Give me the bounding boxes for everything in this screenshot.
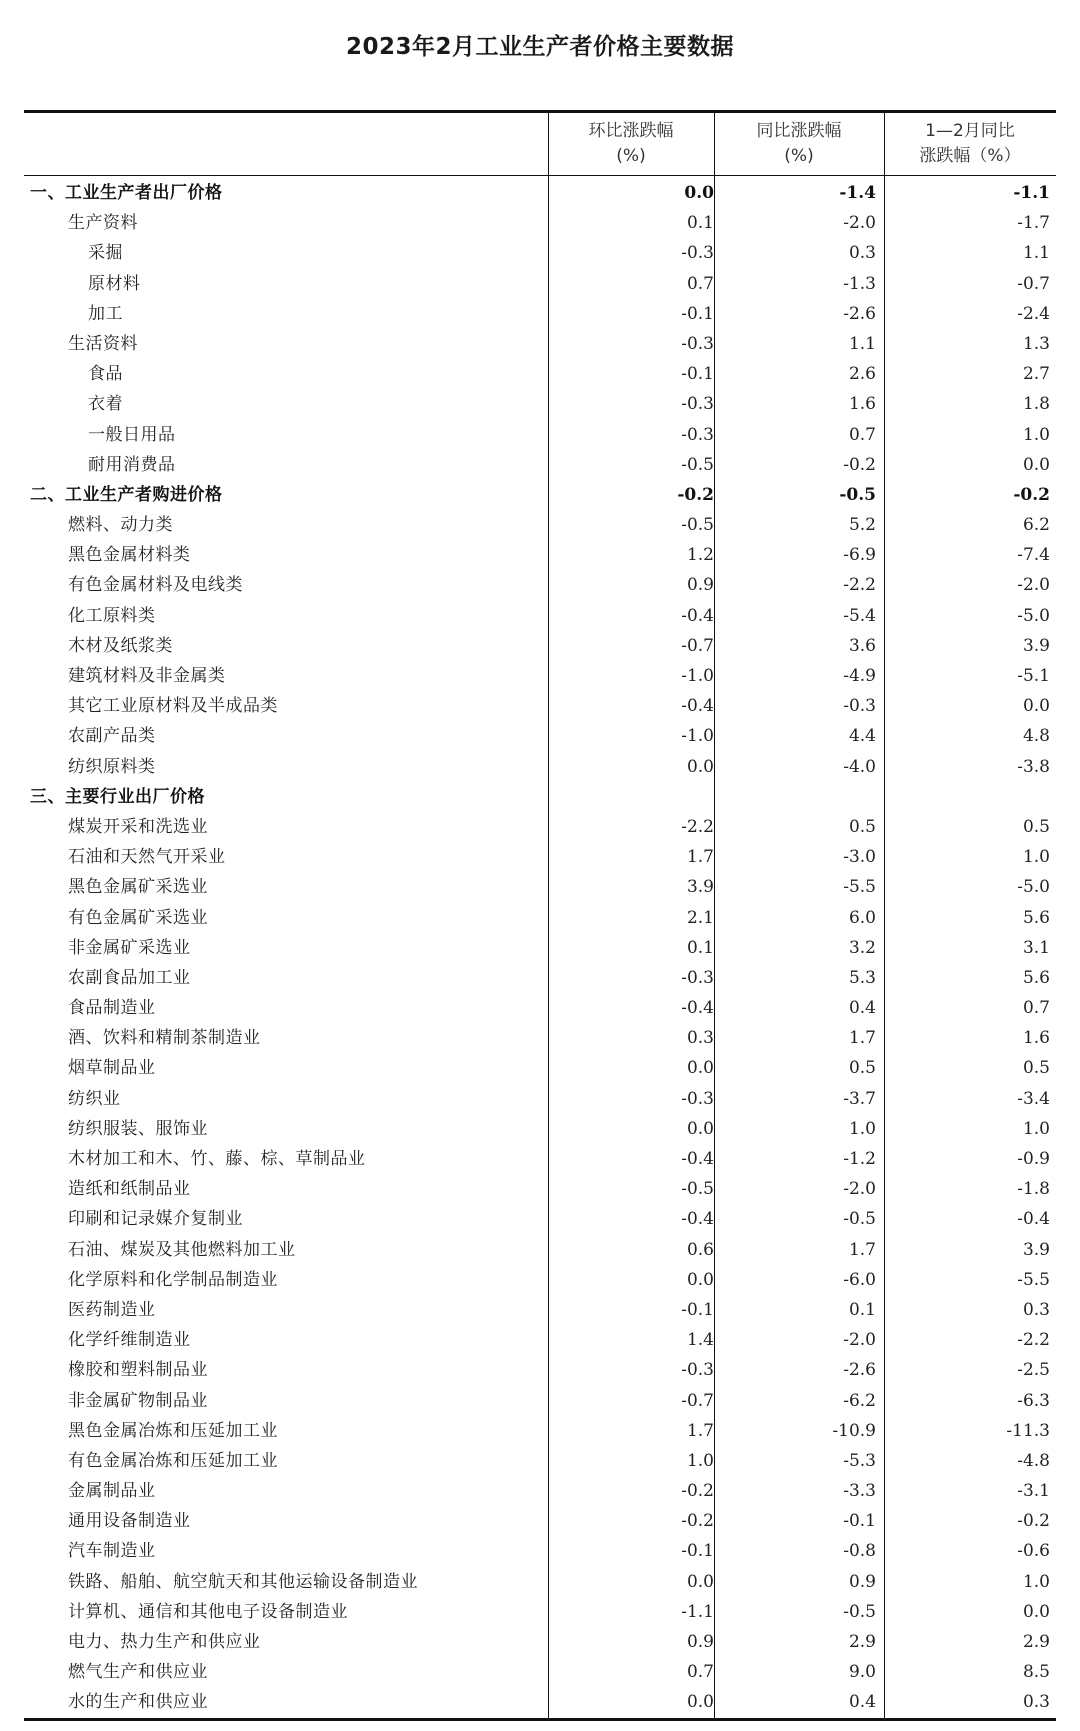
table-row <box>24 752 1056 782</box>
yoy-value: 2.6 <box>848 364 876 385</box>
ytd-value: 2.9 <box>1022 1632 1050 1652</box>
row-label: 燃料、动力类 <box>68 515 173 536</box>
table-body <box>24 176 1056 1718</box>
row-label: 电力、热力生产和供应业 <box>68 1632 261 1652</box>
yoy-value: 2.9 <box>848 1632 876 1652</box>
mom-value: 1.4 <box>686 1330 714 1351</box>
table-row <box>24 1114 1056 1144</box>
ytd-value: 5.6 <box>1022 967 1050 988</box>
yoy-value: 1.7 <box>848 1028 876 1049</box>
mom-value: 0.0 <box>686 1692 714 1713</box>
yoy-value: -3.0 <box>843 847 876 868</box>
ytd-value: -3.8 <box>1017 756 1050 777</box>
table-row <box>24 570 1056 600</box>
mom-value: -0.5 <box>681 1179 714 1200</box>
row-label: 金属制品业 <box>68 1481 156 1502</box>
row-label: 燃气生产和供应业 <box>68 1662 208 1683</box>
header-yoy-line1: 同比涨跌幅 <box>756 121 842 141</box>
row-label: 水的生产和供应业 <box>68 1692 208 1713</box>
yoy-value: 0.4 <box>848 1692 876 1713</box>
row-label: 其它工业原材料及半成品类 <box>68 696 278 717</box>
mom-value: -0.1 <box>681 1541 714 1562</box>
yoy-value: -2.0 <box>843 1179 876 1200</box>
table-row <box>24 631 1056 661</box>
mom-value: 0.6 <box>686 1239 714 1260</box>
row-label: 煤炭开采和洗选业 <box>68 816 208 837</box>
table-row <box>24 903 1056 933</box>
row-label: 医药制造业 <box>68 1299 156 1320</box>
table-row <box>24 1627 1056 1657</box>
header-mom-line1: 环比涨跌幅 <box>588 121 674 141</box>
ytd-value: 0.3 <box>1022 1692 1050 1713</box>
mom-value: -0.4 <box>681 1209 714 1230</box>
row-label: 烟草制品业 <box>68 1058 156 1079</box>
ytd-value: 0.0 <box>1022 696 1050 717</box>
yoy-value: -4.0 <box>843 756 876 777</box>
row-label: 化学纤维制造业 <box>68 1330 191 1351</box>
yoy-value: -1.4 <box>839 183 876 203</box>
mom-value: -0.4 <box>681 605 714 626</box>
table-row <box>24 842 1056 872</box>
ytd-value: -0.2 <box>1013 484 1050 505</box>
ytd-value: -1.1 <box>1013 183 1050 203</box>
mom-value: 0.9 <box>686 575 714 596</box>
yoy-value: 5.2 <box>848 515 876 536</box>
row-label: 黑色金属材料类 <box>68 545 191 566</box>
table-row <box>24 1144 1056 1174</box>
yoy-value: -5.4 <box>843 605 876 626</box>
table-row <box>24 812 1056 842</box>
mom-value: 1.0 <box>686 1450 714 1471</box>
ytd-value: 3.9 <box>1022 635 1050 656</box>
mom-value: 1.7 <box>686 847 714 868</box>
row-label: 衣着 <box>88 394 123 415</box>
table-row <box>24 782 1056 812</box>
data-table <box>24 110 1056 1721</box>
yoy-value: 1.6 <box>848 394 876 415</box>
table-row <box>24 480 1056 510</box>
table-row <box>24 1023 1056 1053</box>
yoy-value: 6.0 <box>848 907 876 928</box>
yoy-value: 0.1 <box>848 1299 876 1320</box>
header-ytd-line2: 涨跌幅（%） <box>919 146 1021 166</box>
table-row <box>24 661 1056 691</box>
ytd-value: -1.8 <box>1017 1179 1050 1200</box>
ytd-value: -1.7 <box>1017 213 1050 234</box>
yoy-value: 0.5 <box>848 1058 876 1079</box>
mom-value: -0.3 <box>681 1360 714 1381</box>
ytd-value: 1.0 <box>1022 1118 1050 1139</box>
yoy-value: -0.8 <box>843 1541 876 1562</box>
header-yoy-line2: (%) <box>784 146 814 166</box>
mom-value: 0.9 <box>686 1632 714 1652</box>
mom-value: 0.0 <box>686 1571 714 1592</box>
header-ytd-line1: 1—2月同比 <box>925 121 1015 141</box>
ytd-value: 1.6 <box>1022 1028 1050 1049</box>
row-label: 石油、煤炭及其他燃料加工业 <box>68 1239 296 1260</box>
mom-value: -0.3 <box>681 967 714 988</box>
table-row <box>24 1084 1056 1114</box>
ytd-value: 0.3 <box>1022 1299 1050 1320</box>
header-ytd <box>884 113 1056 175</box>
ytd-value: 1.0 <box>1022 1571 1050 1592</box>
yoy-value: 5.3 <box>848 967 876 988</box>
row-label: 原材料 <box>88 273 141 294</box>
mom-value: 2.1 <box>686 907 714 928</box>
table-row <box>24 1295 1056 1325</box>
mom-value: -0.5 <box>681 454 714 475</box>
table-row <box>24 1325 1056 1355</box>
ytd-value: 6.2 <box>1022 515 1050 536</box>
ytd-value: -6.3 <box>1017 1390 1050 1411</box>
mom-value: -0.1 <box>681 1299 714 1320</box>
table-row <box>24 1536 1056 1566</box>
row-label: 建筑材料及非金属类 <box>68 666 226 686</box>
yoy-value: 0.5 <box>848 816 876 837</box>
yoy-value: 0.9 <box>848 1571 876 1592</box>
yoy-value: 0.3 <box>848 243 876 264</box>
ytd-value: 1.3 <box>1022 333 1050 354</box>
mom-value: 0.0 <box>686 1118 714 1139</box>
mom-value: 0.7 <box>686 1662 714 1683</box>
yoy-value: 3.6 <box>848 635 876 656</box>
row-label: 通用设备制造业 <box>68 1511 191 1532</box>
yoy-value: -2.6 <box>843 1360 876 1381</box>
ytd-value: -0.2 <box>1017 1511 1050 1532</box>
header-mom <box>548 113 714 175</box>
mom-value: -1.1 <box>681 1601 714 1622</box>
row-label: 农副产品类 <box>68 726 156 747</box>
yoy-value: -0.5 <box>843 1209 876 1230</box>
table-row <box>24 1446 1056 1476</box>
table-row <box>24 691 1056 721</box>
row-label: 非金属矿采选业 <box>68 937 191 958</box>
row-label: 生产资料 <box>68 213 138 234</box>
ytd-value: 1.1 <box>1022 243 1050 264</box>
mom-value: 0.1 <box>686 937 714 958</box>
yoy-value: -5.3 <box>843 1450 876 1471</box>
row-label: 化学原料和化学制品制造业 <box>68 1269 278 1290</box>
yoy-value: -5.5 <box>843 877 876 898</box>
row-label: 橡胶和塑料制品业 <box>68 1360 208 1381</box>
row-label: 耐用消费品 <box>88 454 176 475</box>
row-label: 农副食品加工业 <box>68 967 191 988</box>
row-label: 印刷和记录媒介复制业 <box>68 1209 243 1230</box>
mom-value: 3.9 <box>686 877 714 898</box>
yoy-value: 0.7 <box>848 424 876 445</box>
row-label: 铁路、船舶、航空航天和其他运输设备制造业 <box>68 1571 418 1592</box>
ytd-value: 0.5 <box>1022 816 1050 837</box>
ytd-value: 4.8 <box>1022 726 1050 747</box>
yoy-value: -6.0 <box>843 1269 876 1290</box>
yoy-value: 1.1 <box>848 333 876 354</box>
row-label: 黑色金属矿采选业 <box>68 877 208 898</box>
yoy-value: -0.5 <box>843 1601 876 1622</box>
ytd-value: -0.9 <box>1017 1149 1050 1169</box>
ytd-value: 0.5 <box>1022 1058 1050 1079</box>
table-row <box>24 601 1056 631</box>
mom-value: -0.4 <box>681 998 714 1019</box>
row-label: 计算机、通信和其他电子设备制造业 <box>68 1601 348 1622</box>
yoy-value: -2.6 <box>843 303 876 324</box>
yoy-value: 1.0 <box>848 1118 876 1139</box>
row-label: 纺织原料类 <box>68 756 156 777</box>
yoy-value: -4.9 <box>843 666 876 686</box>
row-label: 食品制造业 <box>68 998 156 1019</box>
row-label: 一、工业生产者出厂价格 <box>30 183 223 203</box>
row-label: 造纸和纸制品业 <box>68 1179 191 1200</box>
row-label: 非金属矿物制品业 <box>68 1390 208 1411</box>
mom-value: -0.7 <box>681 1390 714 1411</box>
row-label: 一般日用品 <box>88 424 176 445</box>
yoy-value: -3.3 <box>843 1481 876 1502</box>
table-row <box>24 269 1056 299</box>
row-label: 化工原料类 <box>68 605 156 626</box>
yoy-value: 1.7 <box>848 1239 876 1260</box>
mom-value: 1.7 <box>686 1420 714 1441</box>
yoy-value: 9.0 <box>848 1662 876 1683</box>
ytd-value: -5.1 <box>1017 666 1050 686</box>
row-label: 木材及纸浆类 <box>68 635 173 656</box>
ytd-value: 0.7 <box>1022 998 1050 1019</box>
table-row <box>24 389 1056 419</box>
table-row <box>24 963 1056 993</box>
table-row <box>24 1265 1056 1295</box>
mom-value: -0.1 <box>681 364 714 385</box>
yoy-value: -3.7 <box>843 1088 876 1109</box>
table-row <box>24 1506 1056 1536</box>
table-row <box>24 1386 1056 1416</box>
mom-value: -0.3 <box>681 333 714 354</box>
table-row <box>24 208 1056 238</box>
row-label: 有色金属矿采选业 <box>68 907 208 928</box>
yoy-value: -0.3 <box>843 696 876 717</box>
yoy-value: -0.5 <box>839 484 876 505</box>
yoy-value: -6.2 <box>843 1390 876 1411</box>
row-label: 生活资料 <box>68 333 138 354</box>
table-row <box>24 1597 1056 1627</box>
table-row <box>24 1355 1056 1385</box>
table-row <box>24 450 1056 480</box>
table-row <box>24 540 1056 570</box>
ytd-value: -11.3 <box>1006 1420 1050 1441</box>
ytd-value: 1.0 <box>1022 424 1050 445</box>
mom-value: -0.4 <box>681 696 714 717</box>
table-row <box>24 238 1056 268</box>
ytd-value: -5.0 <box>1017 877 1050 898</box>
ytd-value: 5.6 <box>1022 907 1050 928</box>
yoy-value: -0.2 <box>843 454 876 475</box>
yoy-value: 0.4 <box>848 998 876 1019</box>
table-row <box>24 1053 1056 1083</box>
ytd-value: -7.4 <box>1017 545 1050 566</box>
row-label: 石油和天然气开采业 <box>68 847 226 868</box>
row-label: 有色金属材料及电线类 <box>68 575 243 596</box>
ytd-value: 2.7 <box>1022 364 1050 385</box>
row-label: 酒、饮料和精制茶制造业 <box>68 1028 261 1049</box>
header-yoy <box>714 113 884 175</box>
table-row <box>24 329 1056 359</box>
page-title: 2023年2月工业生产者价格主要数据 <box>345 34 735 60</box>
row-label: 二、工业生产者购进价格 <box>30 484 223 505</box>
row-label: 有色金属冶炼和压延加工业 <box>68 1450 278 1471</box>
mom-value: 0.7 <box>686 273 714 294</box>
ytd-value: -2.5 <box>1017 1360 1050 1381</box>
yoy-value: -6.9 <box>843 545 876 566</box>
table-row <box>24 872 1056 902</box>
ytd-value: -2.2 <box>1017 1330 1050 1351</box>
table-row <box>24 178 1056 208</box>
ytd-value: 3.9 <box>1022 1239 1050 1260</box>
mom-value: -0.2 <box>681 1511 714 1532</box>
ytd-value: 1.8 <box>1022 394 1050 415</box>
mom-value: 1.2 <box>686 545 714 566</box>
mom-value: -0.5 <box>681 515 714 536</box>
table-row <box>24 420 1056 450</box>
ytd-value: -5.5 <box>1017 1269 1050 1290</box>
ytd-value: -0.6 <box>1017 1541 1050 1562</box>
table-row <box>24 933 1056 963</box>
table-row <box>24 1687 1056 1717</box>
ytd-value: 0.0 <box>1022 454 1050 475</box>
mom-value: -1.0 <box>681 726 714 747</box>
mom-value: -0.1 <box>681 303 714 324</box>
ytd-value: -3.4 <box>1017 1088 1050 1109</box>
yoy-value: -1.3 <box>843 273 876 294</box>
header-mom-line2: (%) <box>616 146 646 166</box>
row-label: 三、主要行业出厂价格 <box>30 786 205 807</box>
ytd-value: 8.5 <box>1022 1662 1050 1683</box>
mom-value: 0.1 <box>686 213 714 234</box>
row-label: 纺织服装、服饰业 <box>68 1118 208 1139</box>
table-row <box>24 1235 1056 1265</box>
table-row <box>24 359 1056 389</box>
table-row <box>24 993 1056 1023</box>
ytd-value: -0.7 <box>1017 273 1050 294</box>
yoy-value: 4.4 <box>848 726 876 747</box>
row-label: 加工 <box>88 303 123 324</box>
row-label: 采掘 <box>88 243 123 264</box>
ytd-value: 0.0 <box>1022 1601 1050 1622</box>
mom-value: -0.7 <box>681 635 714 656</box>
row-label: 纺织业 <box>68 1088 121 1109</box>
yoy-value: -2.0 <box>843 1330 876 1351</box>
yoy-value: -2.0 <box>843 213 876 234</box>
ytd-value: 3.1 <box>1022 937 1050 958</box>
table-row <box>24 1567 1056 1597</box>
table-row <box>24 299 1056 329</box>
ytd-value: -2.4 <box>1017 303 1050 324</box>
row-label: 黑色金属冶炼和压延加工业 <box>68 1420 278 1441</box>
table-row <box>24 1174 1056 1204</box>
mom-value: -0.2 <box>677 484 714 505</box>
table-row <box>24 1204 1056 1234</box>
mom-value: 0.0 <box>684 183 714 203</box>
yoy-value: -0.1 <box>843 1511 876 1532</box>
yoy-value: -2.2 <box>843 575 876 596</box>
mom-value: -0.3 <box>681 424 714 445</box>
yoy-value: -1.2 <box>843 1149 876 1169</box>
mom-value: 0.0 <box>686 756 714 777</box>
mom-value: -1.0 <box>681 666 714 686</box>
ytd-value: -5.0 <box>1017 605 1050 626</box>
row-label: 食品 <box>88 364 123 385</box>
yoy-value: -10.9 <box>832 1420 876 1441</box>
mom-value: -0.3 <box>681 394 714 415</box>
row-label: 汽车制造业 <box>68 1541 156 1562</box>
table-row <box>24 1416 1056 1446</box>
table-header <box>24 113 1056 176</box>
mom-value: 0.0 <box>686 1269 714 1290</box>
mom-value: -0.2 <box>681 1481 714 1502</box>
ytd-value: -4.8 <box>1017 1450 1050 1471</box>
table-row <box>24 1476 1056 1506</box>
mom-value: -0.3 <box>681 1088 714 1109</box>
ytd-value: -3.1 <box>1017 1481 1050 1502</box>
mom-value: -0.3 <box>681 243 714 264</box>
ytd-value: -0.4 <box>1017 1209 1050 1230</box>
ytd-value: 1.0 <box>1022 847 1050 868</box>
mom-value: 0.3 <box>686 1028 714 1049</box>
mom-value: 0.0 <box>686 1058 714 1079</box>
ytd-value: -2.0 <box>1017 575 1050 596</box>
row-label: 木材加工和木、竹、藤、棕、草制品业 <box>68 1149 366 1169</box>
yoy-value: 3.2 <box>848 937 876 958</box>
table-row <box>24 1657 1056 1687</box>
table-row <box>24 510 1056 540</box>
mom-value: -2.2 <box>681 816 714 837</box>
table-row <box>24 721 1056 751</box>
mom-value: -0.4 <box>681 1149 714 1169</box>
